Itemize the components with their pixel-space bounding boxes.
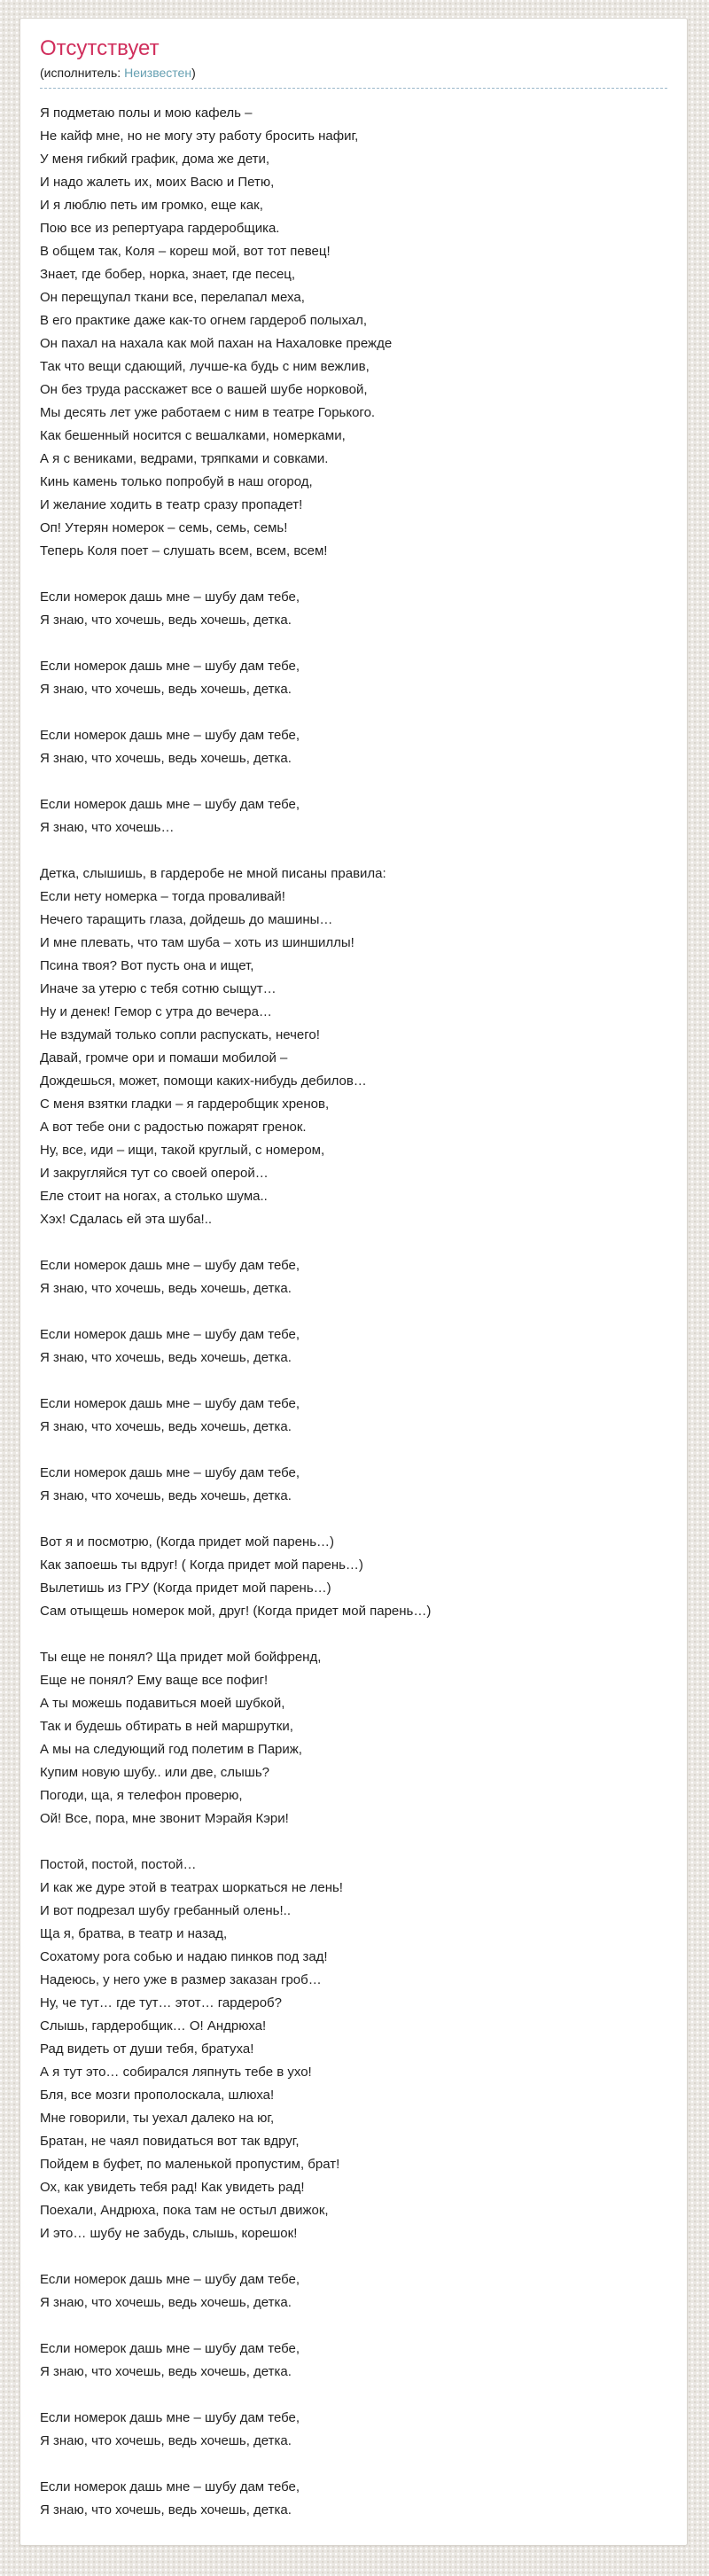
- lyrics-stanza: Я подметаю полы и мою кафель – Не кайф мне, но не могу эту работу бросить нафиг, У меня гибкий график, дома же дети, И надо жалеть их, моих Васю и Петю, И я люблю петь им громко, еще как, Пою все из репертуара гардеробщика. В общем так, Коля – кореш мой, вот тот певец! Знает, где бобер, норка, знает, где песец, Он перещупал ткани все, перелапал меха, В его практике даже как-то огнем гардероб полыхал, Он пахал на нахала как мой пахан на Нахаловке прежде Так что вещи сдающий, лучше-ка будь с ним вежлив, Он без труда расскажет все о вашей шубе норковой, Мы десять лет уже работаем с ним в театре Горького. Как бешенный носится с вешалками, номерками, А я с вениками, ведрами, тряпками и совками. Кинь камень только попробуй в наш огород, И желание ходить в театр сразу пропадет! Оп! Утерян номерок – семь, семь, семь! Теперь Коля поет – слушать всем, всем, всем!: [40, 105, 393, 558]
- lyrics-stanza: Если номерок дашь мне – шубу дам тебе, Я знаю, что хочешь, ведь хочешь, детка.: [40, 658, 300, 697]
- lyrics-stanza: Если номерок дашь мне – шубу дам тебе, Я знаю, что хочешь, ведь хочешь, детка.: [40, 1464, 300, 1503]
- page-title: Отсутствует: [40, 36, 160, 60]
- lyrics-stanza: Если номерок дашь мне – шубу дам тебе, Я знаю, что хочешь, ведь хочешь, детка.: [40, 727, 300, 766]
- lyrics-stanza: Если номерок дашь мне – шубу дам тебе, Я знаю, что хочешь, ведь хочешь, детка.: [40, 2409, 300, 2448]
- artist-prefix: (исполнитель:: [40, 65, 125, 80]
- lyrics-stanza: Если номерок дашь мне – шубу дам тебе, Я знаю, что хочешь, ведь хочешь, детка.: [40, 1395, 300, 1434]
- lyrics-stanza: Ты еще не понял? Ща придет мой бойфренд, Еще не понял? Ему ваще все пофиг! А ты можешь подавиться моей шубкой, Так и будешь обтирать в ней маршрутки, А мы на следующий год полетим в Париж, Купим новую шубу.. или две, слышь? Погоди, ща, я телефон проверю, Ой! Все, пора, мне звонит Мэрайя Кэри!: [40, 1649, 322, 1826]
- artist-line: [40, 65, 667, 82]
- lyrics-stanza: Вот я и посмотрю, (Когда придет мой парень…) Как запоешь ты вдруг! ( Когда придет мой парень…) Вылетишь из ГРУ (Когда придет мой парень…) Сам отыщешь номерок мой, друг! (Когда придет мой парень…): [40, 1534, 432, 1619]
- lyrics-stanza: Если номерок дашь мне – шубу дам тебе, Я знаю, что хочешь, ведь хочешь, детка.: [40, 2340, 300, 2379]
- artist-link[interactable]: Неизвестен: [124, 65, 192, 80]
- lyrics-stanza: Если номерок дашь мне – шубу дам тебе, Я знаю, что хочешь…: [40, 796, 300, 835]
- lyrics-stanza: Если номерок дашь мне – шубу дам тебе, Я знаю, что хочешь, ведь хочешь, детка.: [40, 2271, 300, 2310]
- lyrics-stanza: Детка, слышишь, в гардеробе не мной писаны правила: Если нету номерка – тогда проваливай! Нечего таращить глаза, дойдешь до машины… И мне плевать, что там шуба – хоть из шиншиллы! Псина твоя? Вот пусть она и ищет, Иначе за утерю с тебя сотню сыщут… Ну и денек! Гемор с утра до вечера… Не вздумай только сопли распускать, нечего! Давай, громче ори и помаши мобилой – Дождешься, может, помощи каких-нибудь дебилов… С меня взятки гладки – я гардеробщик хренов, А вот тебе они с радостью пожарят гренок. Ну, все, иди – ищи, такой круглый, с номером, И закругляйся тут со своей оперой… Еле стоит на ногах, а столько шума.. Хэх! Сдалась ей эта шуба!..: [40, 865, 386, 1227]
- lyrics-stanza: Постой, постой, постой… И как же дуре этой в театрах шоркаться не лень! И вот подрезал шубу гребанный олень!.. Ща я, братва, в театр и назад, Сохатому рога собью и надаю пинков под зад! Надеюсь, у него уже в размер заказан гроб… Ну, че тут… где тут… этот… гардероб? Слышь, гардеробщик… О! Андрюха! Рад видеть от души тебя, братуха! А я тут это… собирался ляпнуть тебе в ухо! Бля, все мозги прополоскала, шлюха! Мне говорили, ты уехал далеко на юг, Братан, не чаял повидаться вот так вдруг, Пойдем в буфет, по маленькой пропустим, брат! Ох, как увидеть тебя рад! Как увидеть рад! Поехали, Андрюха, пока там не остыл движок, И это… шубу не забудь, слышь, корешок!: [40, 1856, 343, 2241]
- lyrics: [40, 102, 667, 2522]
- lyrics-stanza: Если номерок дашь мне – шубу дам тебе, Я знаю, что хочешь, ведь хочешь, детка.: [40, 2478, 300, 2517]
- content-card: [19, 18, 688, 2546]
- dashed-divider: [40, 88, 667, 89]
- lyrics-stanza: Если номерок дашь мне – шубу дам тебе, Я знаю, что хочешь, ведь хочешь, детка.: [40, 589, 300, 628]
- lyrics-stanza: Если номерок дашь мне – шубу дам тебе, Я знаю, что хочешь, ведь хочешь, детка.: [40, 1326, 300, 1365]
- artist-suffix: ): [191, 65, 196, 80]
- lyrics-stanza: Если номерок дашь мне – шубу дам тебе, Я знаю, что хочешь, ведь хочешь, детка.: [40, 1257, 300, 1296]
